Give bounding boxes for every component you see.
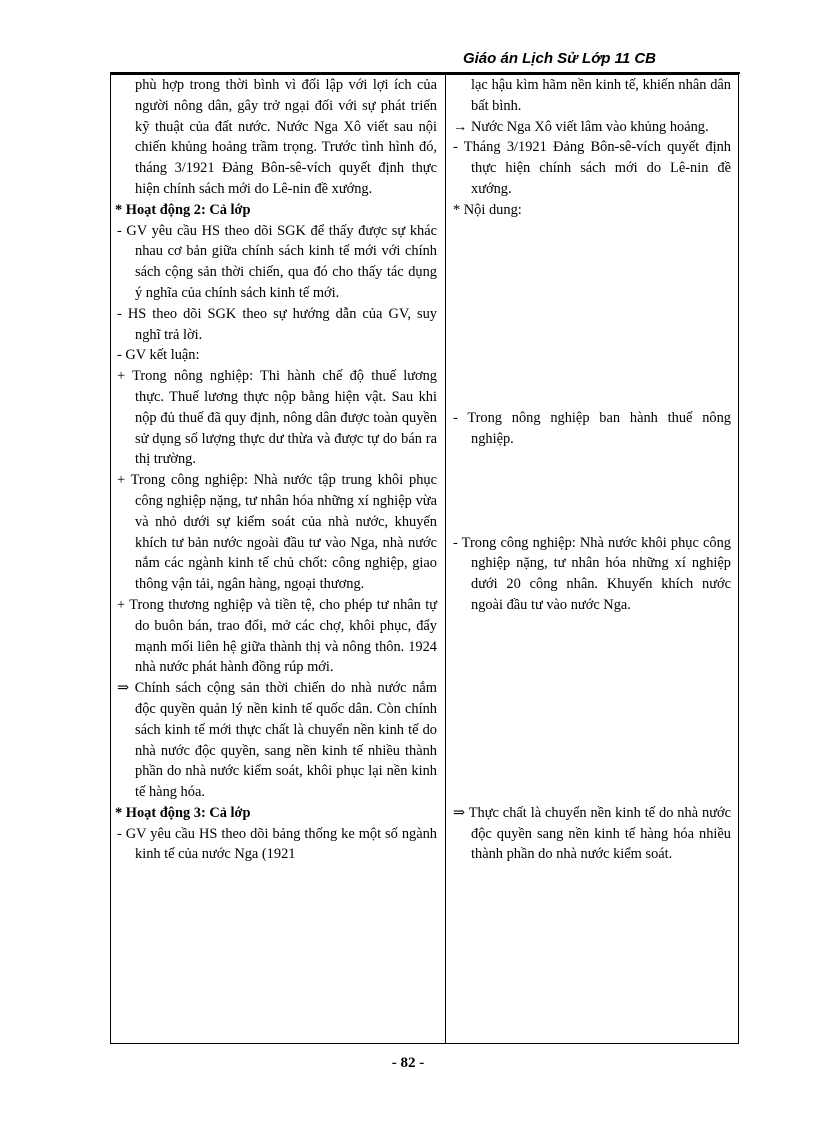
- page-number: - 82 -: [391, 1055, 425, 1071]
- content-column: [451, 75, 731, 865]
- header-title: Giáo án Lịch Sử Lớp 11 CB: [462, 50, 656, 67]
- right-paragraph-context: lạc hậu kìm hãm nền kinh tế, khiến nhân dân bất bình.: [471, 77, 731, 114]
- right-heading-content: * Nội dung:: [453, 201, 522, 218]
- right-item-industry: - Trong công nghiệp: Nhà nước khôi phục công nghiệp nặng, tư nhân hóa những xí nghiệp dưới 20 công nhân. Khuyến khích nước ngoài đầu tư vào nước Nga.: [453, 534, 731, 613]
- activity-column: [115, 75, 437, 865]
- left-item-summary: ⇒ Chính sách cộng sản thời chiến do nhà nước nắm độc quyền quản lý nền kinh tế quốc dân. Còn chính sách kinh tế mới thực chất là chuyển nền kinh tế do nhà nước độc quyền, sang nền kinh tế nhiều thành phần do nhà nước kiểm soát, khôi phục lại nền kinh tế hàng hóa.: [117, 680, 437, 801]
- right-item-march-1921: - Tháng 3/1921 Đảng Bôn-sê-vích quyết định thực hiện chính sách mới do Lê-nin đề xướng.: [453, 139, 731, 197]
- left-heading-activity-2: * Hoạt động 2: Cả lớp: [115, 201, 251, 218]
- right-item-crisis: → Nước Nga Xô viết lâm vào khủng hoảng.: [453, 118, 709, 135]
- left-item-commerce: + Trong thương nghiệp và tiền tệ, cho phép tư nhân tự do buôn bán, trao đổi, mở các chợ, khôi phục, đẩy mạnh mối liên hệ giữa thành thị và nông thôn. 1924 nhà nước phát hành đồng rúp mới.: [117, 596, 437, 676]
- left-paragraph-context: phù hợp trong thời bình vì đối lập với lợi ích của người nông dân, gây trở ngại đối với sự phát triển kỹ thuật của đất nước. Nước Nga Xô viết sau nội chiến khủng hoảng trầm trọng. Trước tình hình đó, tháng 3/1921 Đảng Bôn-sê-vích quyết định thực hiện chính sách mới do Lê-nin đề xướng.: [135, 77, 437, 197]
- page-header: [0, 50, 816, 70]
- left-item-gv-conclusion: - GV kết luận:: [117, 347, 200, 364]
- left-item-industry: + Trong công nghiệp: Nhà nước tập trung khôi phục công nghiệp nặng, tư nhân hóa những xí nghiệp vừa và nhỏ dưới sự kiểm soát của nhà nước, khuyến khích tư bản nước ngoài đầu tư vào Nga, nhà nước nắm các ngành kinh tế chủ chốt: công nghiệp, giao thông vận tải, ngân hàng, ngoại thương.: [117, 472, 437, 593]
- left-heading-activity-3: * Hoạt động 3: Cả lớp: [115, 804, 251, 821]
- lesson-table: [110, 74, 739, 1044]
- left-item-agriculture: + Trong nông nghiệp: Thi hành chế độ thuế lương thực. Thuế lương thực nộp bằng hiện vật. Sau khi nộp đủ thuế đã quy định, nông dân được toàn quyền sử dụng số lượng thực dư thừa và được tự do bán ra thị trường.: [117, 368, 437, 468]
- right-item-summary: ⇒ Thực chất là chuyển nền kinh tế do nhà nước độc quyền sang nền kinh tế hàng hóa nhiều thành phần do nhà nước kiểm soát.: [453, 804, 731, 863]
- column-divider: [445, 75, 446, 1043]
- left-item-gv-table: - GV yêu cầu HS theo dõi bảng thống ke một số ngành kinh tế của nước Nga (1921: [117, 825, 437, 863]
- left-item-hs-follow: - HS theo dõi SGK theo sự hướng dẫn của GV, suy nghĩ trả lời.: [117, 305, 437, 343]
- right-item-agriculture: - Trong nông nghiệp ban hành thuế nông nghiệp.: [453, 409, 731, 447]
- left-item-gv-request: - GV yêu cầu HS theo dõi SGK để thấy được sự khác nhau cơ bản giữa chính sách kinh tế mới với chính sách cộng sản thời chiến, qua đó cho thấy tác dụng ý nghĩa của chính sách kinh tế mới.: [117, 222, 437, 301]
